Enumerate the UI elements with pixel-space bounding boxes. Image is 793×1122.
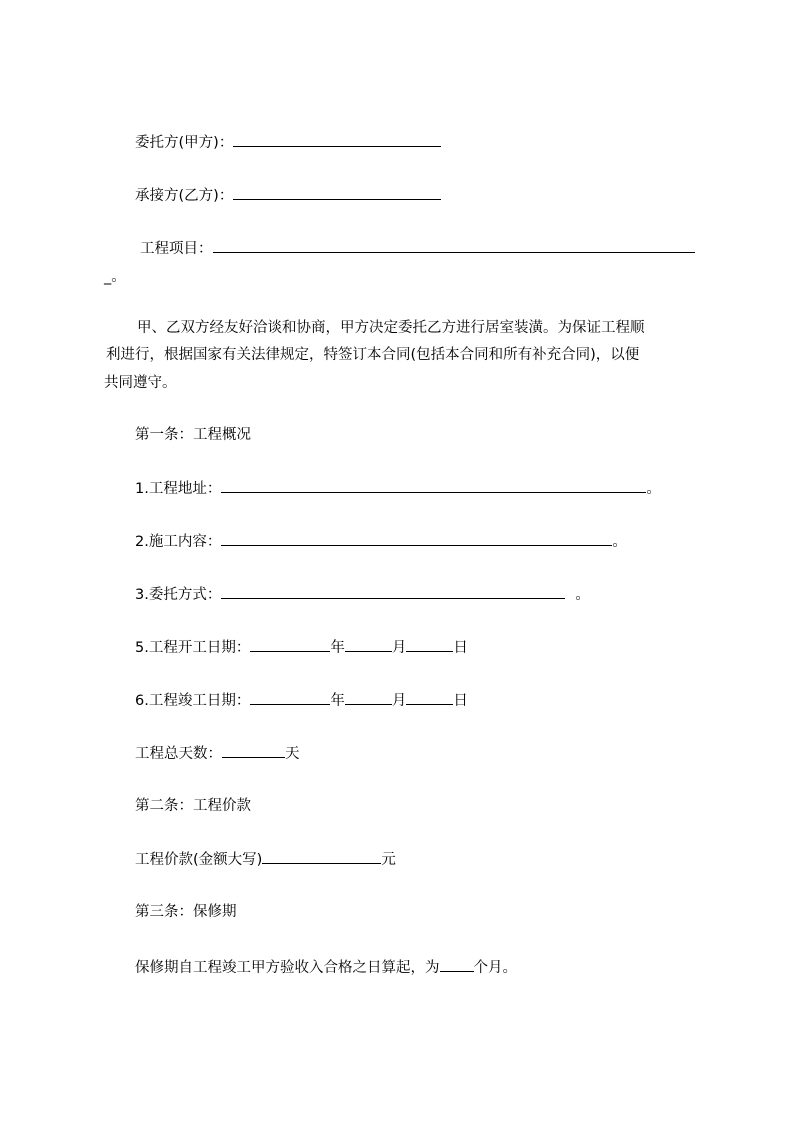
end-year-blank[interactable] (250, 690, 330, 705)
end-day-label: 日 (453, 693, 468, 709)
address-blank[interactable] (221, 478, 646, 493)
address-label: 1.工程地址： (135, 481, 222, 497)
total-days-unit: 天 (285, 746, 300, 762)
total-days-blank[interactable] (222, 743, 285, 758)
price-label: 工程价款(金额大写) (135, 852, 263, 868)
client-line (135, 132, 441, 153)
end-month-blank[interactable] (345, 690, 392, 705)
intro-line-3: 共同遵守。 (104, 375, 177, 391)
article3-title: 第三条：保修期 (135, 904, 237, 920)
end-date-line (135, 690, 468, 711)
price-unit: 元 (381, 852, 396, 868)
project-blank[interactable] (213, 238, 695, 253)
scope-period: 。 (612, 534, 627, 550)
article2-title: 第二条：工程价款 (135, 798, 251, 814)
client-blank[interactable] (233, 132, 441, 147)
contractor-label: 承接方(乙方)： (135, 188, 234, 204)
scope-line (135, 531, 627, 552)
warranty-suffix: 个月。 (473, 960, 517, 976)
intro-line-2: 利进行，根据国家有关法律规定，特签订本合同(包括本合同和所有补充合同)，以便 (106, 347, 640, 363)
method-blank[interactable] (221, 584, 565, 599)
project-label: 工程项目： (140, 241, 213, 257)
start-day-blank[interactable] (406, 637, 453, 652)
scope-blank[interactable] (221, 531, 612, 546)
project-line-tail: _。 (104, 269, 126, 285)
intro-line-1: 甲、乙双方经友好洽谈和协商，甲方决定委托乙方进行居室装潢。为保证工程顺 (137, 320, 645, 336)
price-line (135, 849, 396, 870)
address-period: 。 (646, 481, 661, 497)
start-year-blank[interactable] (250, 637, 330, 652)
end-day-blank[interactable] (406, 690, 453, 705)
start-date-label: 5.工程开工日期： (135, 640, 251, 656)
method-label: 3.委托方式： (135, 587, 222, 603)
project-line (140, 238, 695, 259)
contractor-line (135, 185, 441, 206)
price-blank[interactable] (262, 849, 381, 864)
scope-label: 2.施工内容： (135, 534, 222, 550)
start-day-label: 日 (453, 640, 468, 656)
article1-title: 第一条：工程概况 (135, 427, 251, 443)
start-date-line (135, 637, 468, 658)
client-label: 委托方(甲方)： (135, 135, 234, 151)
address-line (135, 478, 661, 499)
warranty-months-blank[interactable] (440, 957, 474, 972)
start-year-label: 年 (330, 640, 345, 656)
contractor-blank[interactable] (233, 185, 441, 200)
method-period: 。 (575, 587, 590, 603)
warranty-line (135, 957, 517, 978)
end-year-label: 年 (330, 693, 345, 709)
method-line (135, 584, 590, 605)
start-month-blank[interactable] (345, 637, 392, 652)
warranty-prefix: 保修期自工程竣工甲方验收入合格之日算起，为 (135, 960, 440, 976)
total-days-line (135, 743, 300, 764)
start-month-label: 月 (391, 640, 407, 656)
end-date-label: 6.工程竣工日期： (135, 693, 251, 709)
total-days-label: 工程总天数： (135, 746, 222, 762)
end-month-label: 月 (391, 693, 407, 709)
